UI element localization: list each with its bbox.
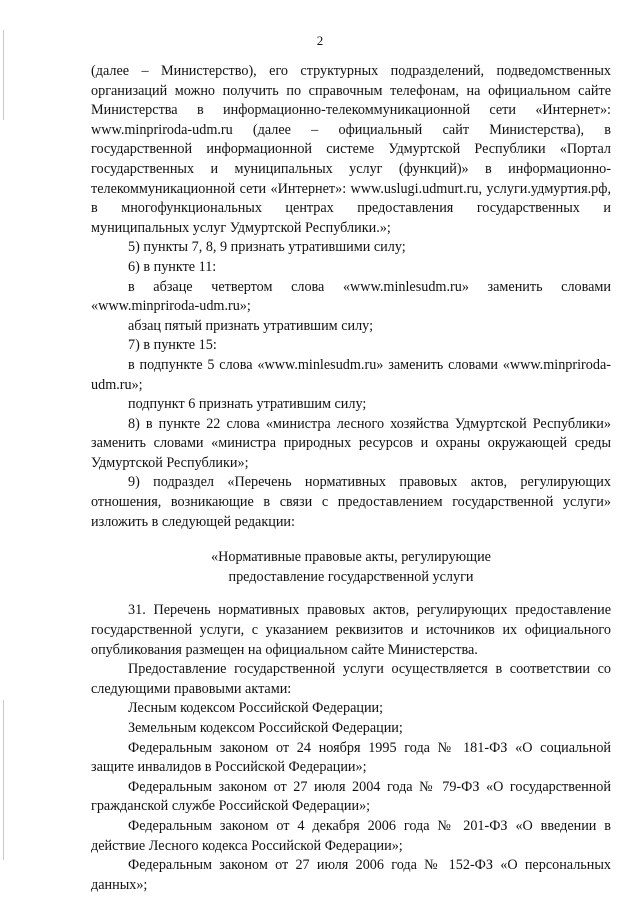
scan-edge-mark-top — [3, 30, 4, 120]
document-body — [91, 62, 611, 895]
list-item-law-181: Федеральным законом от 24 ноября 1995 года № 181-ФЗ «О социальной защите инвалидов в Российской Федерации»; — [91, 739, 611, 776]
paragraph-item-7-subitem-6: подпункт 6 признать утратившим силу; — [128, 396, 367, 413]
list-item-law-201: Федеральным законом от 4 декабря 2006 года № 201-ФЗ «О введении в действие Лесного кодекса Российской Федерации»; — [91, 817, 611, 854]
paragraph-item-6-abzac-4: в абзаце четвертом слова «www.minlesudm.ru» заменить словами «www.minpriroda-udm.ru»; — [91, 278, 611, 315]
page-number: 2 — [316, 33, 324, 48]
paragraph-access-info: (далее – Министерство), его структурных подразделений, подведомственных организаций можно получить по справочным телефонам, на официальном сайте Министерства в информационно-телекоммуникационной сети «Интернет»: www.minpriroda-udm.ru (далее – официальный сайт Министерства), в государственной информационной системе Удмуртской Республики «Портал государственных и муниципальных услуг (функций)» в информационно-телекоммуникационной сети «Интернет»: www.uslugi.udmurt.ru, услуги.удмуртия.рф, в многофункциональных центрах предоставления государственных и муниципальных услуг Удмуртской Республики.»; — [91, 63, 611, 236]
paragraph-31: 31. Перечень нормативных правовых актов, регулирующих предоставление государственной услуги, с указанием реквизитов и источников их официального опубликования размещен на официальном сайте Министерства. — [91, 602, 611, 658]
paragraph-legal-basis: Предоставление государственной услуги осуществляется в соответствии со следующими правовыми актами: — [91, 661, 611, 697]
paragraph-item-6-abzac-5: абзац пятый признать утратившим силу; — [128, 317, 374, 334]
paragraph-item-8: 8) в пункте 22 слова «министра лесного хозяйства Удмуртской Республики» заменить словами «министра природных ресурсов и охраны окружающей среды Удмуртской Республики»; — [91, 415, 611, 471]
list-item-land-code: Земельным кодексом Российской Федерации; — [128, 720, 403, 736]
paragraph-item-5: 5) пункты 7, 8, 9 признать утратившими силу; — [128, 239, 406, 256]
list-item-law-79: Федеральным законом от 27 июля 2004 года № 79-ФЗ «О государственной гражданской службе Российской Федерации»; — [91, 778, 611, 815]
section-heading: «Нормативные правовые акты, регулирующие предоставление государственной услуги — [211, 549, 491, 585]
scan-edge-mark-bottom — [3, 700, 4, 860]
list-item-forest-code: Лесным кодексом Российской Федерации; — [128, 700, 384, 717]
paragraph-item-9: 9) подраздел «Перечень нормативных правовых актов, регулирующих отношения, возникающие в связи с предоставлением государственной услуги» изложить в следующей редакции: — [91, 474, 611, 530]
paragraph-item-7: 7) в пункте 15: — [128, 337, 217, 354]
paragraph-item-6: 6) в пункте 11: — [128, 258, 217, 275]
paragraph-item-7-subitem-5: в подпункте 5 слова «www.minlesudm.ru» заменить словами «www.minpriroda-udm.ru»; — [91, 356, 611, 393]
list-item-law-152: Федеральным законом от 27 июля 2006 года № 152-ФЗ «О персональных данных»; — [91, 857, 611, 893]
